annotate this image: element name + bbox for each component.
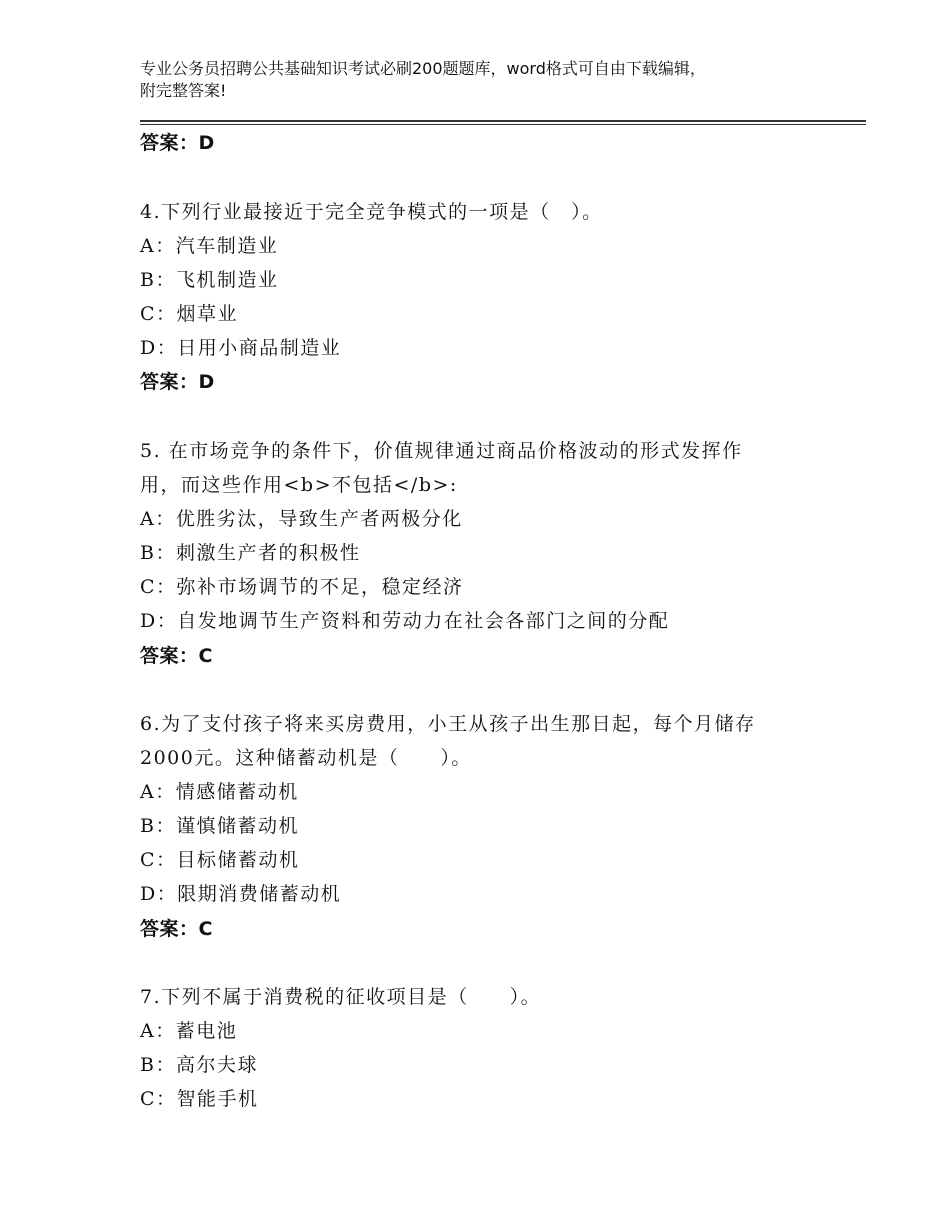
question-6-option-a: A：情感储蓄动机	[140, 781, 299, 803]
question-4-option-d: D：日用小商品制造业	[140, 337, 342, 359]
previous-answer: 答案：D	[140, 132, 215, 154]
question-7-option-c: C：智能手机	[140, 1088, 259, 1110]
question-5-option-a: A：优胜劣汰，导致生产者两极分化	[140, 508, 463, 530]
question-6-stem-line-2: 2000元。这种储蓄动机是（ ）。	[140, 747, 472, 769]
page-header	[140, 58, 840, 102]
question-7-option-a: A：蓄电池	[140, 1020, 238, 1042]
question-5-option-d: D：自发地调节生产资料和劳动力在社会各部门之间的分配	[140, 610, 670, 632]
question-7-option-b: B：高尔夫球	[140, 1054, 258, 1076]
question-6-option-b: B：谨慎储蓄动机	[140, 815, 299, 837]
question-7-stem: 7.下列不属于消费税的征收项目是（ ）。	[140, 986, 542, 1008]
question-4-option-b: B：飞机制造业	[140, 269, 279, 291]
question-6-answer: 答案：C	[140, 918, 213, 940]
header-divider	[140, 120, 866, 125]
header-line-1: 专业公务员招聘公共基础知识考试必刷200题题库，word格式可自由下载编辑，	[140, 59, 706, 78]
question-5-answer: 答案：C	[140, 645, 213, 667]
question-4-answer: 答案：D	[140, 371, 215, 393]
question-6-option-c: C：目标储蓄动机	[140, 849, 300, 871]
question-6-option-d: D：限期消费储蓄动机	[140, 883, 342, 905]
question-5-option-c: C：弥补市场调节的不足，稳定经济	[140, 576, 464, 598]
question-5-stem-line-1: 5. 在市场竞争的条件下，价值规律通过商品价格波动的形式发挥作	[140, 440, 743, 462]
header-line-2: 附完整答案!	[140, 81, 227, 100]
question-6-stem-line-1: 6.为了支付孩子将来买房费用，小王从孩子出生那日起，每个月储存	[140, 713, 756, 735]
question-5-stem-line-2: 用，而这些作用<b>不包括</b>:	[140, 474, 458, 496]
question-4-stem: 4.下列行业最接近于完全竞争模式的一项是（ ）。	[140, 201, 603, 223]
question-4-option-a: A：汽车制造业	[140, 235, 279, 257]
question-4-option-c: C：烟草业	[140, 303, 239, 325]
question-5-option-b: B：刺激生产者的积极性	[140, 542, 361, 564]
